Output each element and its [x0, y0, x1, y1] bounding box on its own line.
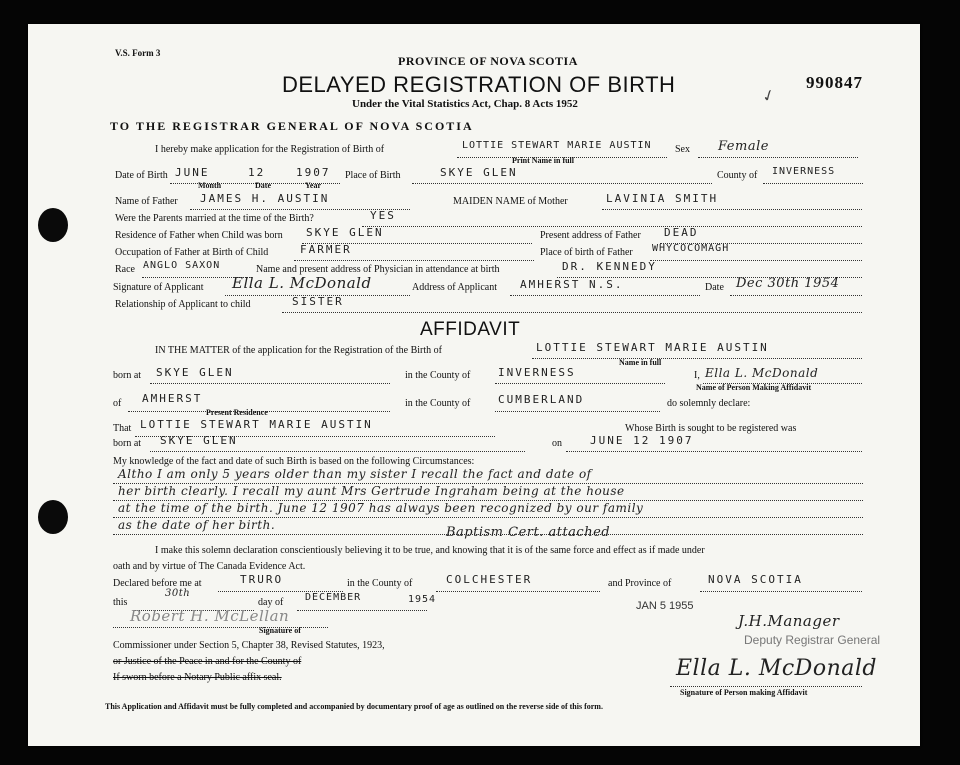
place-birth-father-label: Place of birth of Father — [540, 247, 633, 258]
relationship-label: Relationship of Applicant to child — [115, 299, 251, 310]
born-on-value: JUNE 12 1907 — [590, 434, 694, 447]
received-stamp-date: JAN 5 1955 — [636, 600, 694, 612]
physician-value: DR. KENNEDY — [562, 260, 657, 273]
application-date-value: Dec 30th 1954 — [736, 276, 840, 291]
commissioner-signature: Robert H. McLellan — [130, 607, 290, 625]
declaration-line-1: I make this solemn declaration conscientiously believing it to be true, and knowing that it is of the same force and effect as if made under — [155, 545, 705, 556]
i-label: I, — [694, 370, 700, 381]
parents-married-label: Were the Parents married at the time of the Birth? — [115, 213, 314, 224]
county-label: County of — [717, 170, 758, 181]
born-at-label-2: born at — [113, 438, 142, 449]
knowledge-label: My knowledge of the fact and date of such Birth is based on the following Circumstances: — [113, 456, 475, 467]
that-name-value: LOTTIE STEWART MARIE AUSTIN — [140, 418, 373, 431]
year-value: 1954 — [408, 594, 437, 605]
present-residence-caption: Present Residence — [206, 408, 268, 417]
applicant-address-value: AMHERST N.S. — [520, 278, 624, 291]
serial-number: 990847 — [806, 73, 863, 92]
residence-value: SKYE GLEN — [306, 226, 384, 239]
race-label: Race — [115, 264, 135, 275]
father-name-value: JAMES H. AUSTIN — [200, 192, 330, 205]
whose-birth-label: Whose Birth is sought to be registered was — [625, 423, 797, 434]
month-caption: Month — [198, 181, 222, 190]
mother-name-value: LAVINIA SMITH — [606, 192, 719, 205]
baptism-note: Baptism Cert. attached — [446, 525, 611, 540]
punch-hole-top — [38, 208, 68, 242]
page-title: DELAYED REGISTRATION OF BIRTH — [282, 72, 676, 97]
circumstance-line: at the time of the birth. June 12 1907 has always been recognized by our family — [118, 501, 644, 515]
present-address-father-label: Present address of Father — [540, 230, 641, 241]
declared-before-label: Declared before me at — [113, 578, 202, 589]
form-number: V.S. Form 3 — [115, 48, 161, 58]
circumstance-line: as the date of her birth. — [118, 518, 276, 532]
residence-father-label: Residence of Father when Child was born — [115, 230, 283, 241]
name-in-full-caption: Name in full — [619, 358, 662, 367]
declared-province-value: NOVA SCOTIA — [708, 573, 803, 586]
day-value: 30th — [165, 588, 191, 599]
born-at-value-2: SKYE GLEN — [160, 434, 238, 447]
in-county-label: in the County of — [405, 370, 471, 381]
affidavit-child-name: LOTTIE STEWART MARIE AUSTIN — [536, 341, 769, 354]
place-of-birth-value: SKYE GLEN — [440, 166, 518, 179]
that-label: That — [113, 423, 132, 434]
parents-married-value: YES — [370, 209, 396, 222]
sex-value: Female — [718, 139, 769, 154]
addressee: TO THE REGISTRAR GENERAL OF NOVA SCOTIA — [110, 119, 474, 133]
province-heading: PROVINCE OF NOVA SCOTIA — [398, 54, 578, 68]
relationship-value: SISTER — [292, 295, 344, 308]
declaration-line-2: oath and by virtue of The Canada Evidence Act. — [113, 561, 306, 572]
check-mark: ✓ — [759, 86, 779, 107]
year-caption: Year — [305, 181, 321, 190]
in-county-label-3: in the County of — [347, 578, 413, 589]
deponent-name-value: Ella L. McDonald — [705, 366, 819, 380]
punch-hole-bottom — [38, 500, 68, 534]
mother-maiden-label: MAIDEN NAME of Mother — [453, 196, 568, 207]
commissioner-line-2: or Justice of the Peace in and for the County of — [113, 656, 302, 667]
birth-year-value: 1907 — [296, 166, 331, 179]
name-person-affidavit-caption: Name of Person Making Affidavit — [696, 383, 812, 392]
deputy-registrar-label: Deputy Registrar General — [744, 633, 881, 647]
page-subtitle: Under the Vital Statistics Act, Chap. 8 Acts 1952 — [352, 98, 578, 110]
footer-instructions: This Application and Affidavit must be fully completed and accompanied by documentary proof of age as outlined on the reverse side of this form. — [105, 702, 603, 711]
father-address-value: DEAD — [664, 226, 699, 239]
commissioner-line-1: Commissioner under Section 5, Chapter 38, Revised Statutes, 1923, — [113, 640, 385, 651]
physician-label: Name and present address of Physician in attendance at birth — [256, 264, 500, 275]
this-label: this — [113, 597, 128, 608]
date-label: Date — [705, 282, 724, 293]
signature-applicant-label: Signature of Applicant — [113, 282, 204, 293]
province-of-label: and Province of — [608, 578, 672, 589]
born-at-value: SKYE GLEN — [156, 366, 234, 379]
affidavit-county-value: INVERNESS — [498, 366, 576, 379]
of-label: of — [113, 398, 122, 409]
born-at-label: born at — [113, 370, 142, 381]
circumstance-line: her birth clearly. I recall my aunt Mrs Gertrude Ingraham being at the house — [118, 484, 625, 498]
affidavit-county2-value: CUMBERLAND — [498, 393, 585, 406]
father-birthplace-value: WHYCOCOMAGH — [652, 243, 730, 254]
in-the-matter-label: IN THE MATTER of the application for the Registration of the Birth of — [155, 345, 442, 356]
child-name-value: LOTTIE STEWART MARIE AUSTIN — [462, 140, 652, 151]
sex-label: Sex — [675, 144, 690, 155]
circumstance-line: Altho I am only 5 years older than my sister I recall the fact and date of — [118, 467, 592, 481]
month-value: DECEMBER — [305, 592, 362, 603]
date-of-birth-label: Date of Birth — [115, 170, 168, 181]
race-value: ANGLO SAXON — [143, 260, 221, 271]
birth-month-value: JUNE — [175, 166, 210, 179]
declared-place-value: TRURO — [240, 573, 284, 586]
occupation-father-label: Occupation of Father at Birth of Child — [115, 247, 269, 258]
on-label: on — [552, 438, 562, 449]
place-of-birth-label: Place of Birth — [345, 170, 401, 181]
registrar-signature: J.H.Manager — [738, 612, 840, 630]
date-caption: Date — [255, 181, 271, 190]
county-value: INVERNESS — [772, 166, 836, 177]
deponent-signature: Ella L. McDonald — [676, 656, 877, 681]
print-name-caption: Print Name in full — [512, 156, 574, 165]
declared-county-value: COLCHESTER — [446, 573, 533, 586]
occupation-value: FARMER — [300, 243, 352, 256]
signature-person-caption: Signature of Person making Affidavit — [680, 688, 808, 697]
address-applicant-label: Address of Applicant — [412, 282, 497, 293]
application-label: I hereby make application for the Registration of Birth of — [155, 144, 385, 155]
day-of-label: day of — [258, 597, 284, 608]
birth-day-value: 12 — [248, 166, 266, 179]
applicant-signature: Ella L. McDonald — [232, 274, 372, 292]
residence-value: AMHERST — [142, 392, 203, 405]
signature-of-caption: Signature of — [259, 626, 301, 635]
in-county-label-2: in the County of — [405, 398, 471, 409]
affidavit-heading: AFFIDAVIT — [420, 319, 521, 340]
solemnly-label: do solemnly declare: — [667, 398, 751, 409]
name-of-father-label: Name of Father — [115, 196, 178, 207]
commissioner-line-3: If sworn before a Notary Public affix seal. — [113, 672, 282, 683]
